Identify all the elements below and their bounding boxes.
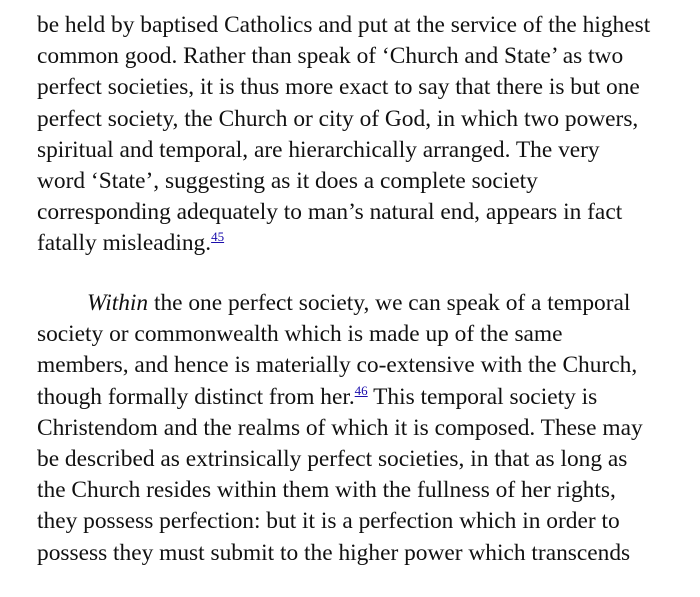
paragraph-2 — [37, 288, 643, 569]
text-line: perfect societies, it is thus more exact to say that there is but one — [37, 74, 640, 101]
text-line: members, and hence is materially co-extensive with the Church, — [37, 352, 638, 379]
text-line: be described as extrinsically perfect societies, in that as long as — [37, 445, 628, 472]
text-line: common good. Rather than speak of ‘Church and State’ as two — [37, 43, 624, 70]
paragraph-1 — [37, 10, 650, 260]
text-line: word ‘State’, suggesting as it does a complete society — [37, 167, 538, 194]
text-line: perfect society, the Church or city of God, in which two powers, — [37, 105, 639, 132]
text-line: Christendom and the realms of which it is composed. These may — [37, 414, 643, 441]
text-line — [37, 228, 650, 259]
text-fragment: This temporal society is — [367, 383, 598, 410]
text-fragment: the one perfect society, we can speak of a temporal — [148, 290, 631, 316]
footnote-link-45[interactable]: 45 — [211, 229, 225, 245]
text-line: corresponding adequately to man’s natural end, appears in fact — [37, 199, 623, 226]
text-line: the Church resides within them with the fullness of her rights, — [37, 477, 616, 504]
text-line: be held by baptised Catholics and put at the service of the highest — [37, 12, 651, 38]
text-line: spiritual and temporal, are hierarchically arranged. The very — [37, 136, 600, 163]
text-line: they possess perfection: but it is a perfection which in order to — [37, 508, 620, 535]
footnote-link-46[interactable]: 46 — [354, 382, 368, 398]
text-line: possess they must submit to the higher power which transcends — [37, 539, 631, 566]
text-line — [37, 288, 643, 319]
text-fragment: though formally distinct from her. — [37, 383, 355, 410]
text-line: society or commonwealth which is made up of the same — [37, 321, 563, 348]
text-fragment: fatally misleading. — [37, 230, 212, 257]
text-line — [37, 382, 643, 413]
emphasis-word: Within — [87, 290, 149, 316]
